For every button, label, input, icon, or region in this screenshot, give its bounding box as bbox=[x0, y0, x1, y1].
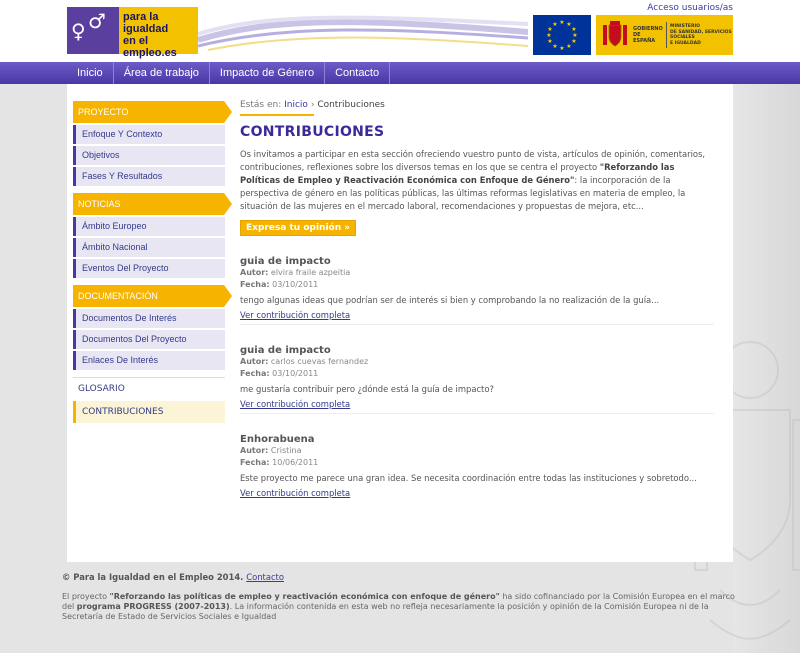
view-contribution-link[interactable]: Ver contribución completa bbox=[240, 399, 351, 409]
entry-excerpt: Este proyecto me parece una gran idea. Se necesita coordinación entre todas las instituciones y sobretodo... bbox=[240, 473, 697, 483]
entry-title: guia de impacto bbox=[240, 345, 331, 356]
sidebar-item-ambito-europeo[interactable]: Ámbito Europeo bbox=[73, 217, 225, 236]
entry-title: guia de impacto bbox=[240, 256, 331, 267]
entry-title: Enhorabuena bbox=[240, 434, 315, 445]
logo-text: para la igualdad en el empleo.es bbox=[123, 11, 177, 59]
svg-text:★: ★ bbox=[547, 26, 553, 33]
entry-author: Autor: elvira fraile azpeitia bbox=[240, 268, 351, 277]
sidebar-item-contribuciones[interactable]: CONTRIBUCIONES bbox=[73, 401, 225, 423]
sidebar-item-documentos-proyecto[interactable]: Documentos Del Proyecto bbox=[73, 330, 225, 349]
breadcrumb-current: Contribuciones bbox=[317, 100, 385, 110]
sidebar-item-fases[interactable]: Fases Y Resultados bbox=[73, 167, 225, 186]
entry-date: Fecha: 03/10/2011 bbox=[240, 280, 319, 289]
entry-divider bbox=[240, 413, 714, 414]
content-column bbox=[240, 100, 714, 498]
site-footer bbox=[62, 572, 742, 622]
logo-divider bbox=[666, 22, 667, 48]
entry-author: Autor: carlos cuevas fernandez bbox=[240, 357, 369, 366]
main-content-area bbox=[67, 84, 733, 562]
sidebar-item-enfoque[interactable]: Enfoque Y Contexto bbox=[73, 125, 225, 144]
nav-impacto-de-genero[interactable]: Impacto de Género bbox=[210, 62, 325, 84]
svg-text:★: ★ bbox=[571, 26, 577, 33]
entry-excerpt: me gustaría contribuir pero ¿dónde está la guía de impacto? bbox=[240, 384, 494, 394]
page-title: CONTRIBUCIONES bbox=[240, 124, 385, 140]
nav-contacto[interactable]: Contacto bbox=[325, 62, 390, 84]
eu-flag-icon bbox=[533, 15, 591, 55]
nav-inicio[interactable]: Inicio bbox=[67, 62, 114, 84]
svg-text:★: ★ bbox=[566, 43, 572, 50]
sidebar-heading-noticias[interactable]: NOTICIAS bbox=[73, 193, 224, 215]
entry-excerpt: tengo algunas ideas que podrían ser de interés si bien y comprobando la no realización de la guía... bbox=[240, 295, 660, 305]
title-accent-bar bbox=[240, 114, 314, 116]
svg-text:★: ★ bbox=[552, 43, 558, 50]
site-logo[interactable] bbox=[67, 7, 198, 59]
sidebar-heading-documentacion[interactable]: DOCUMENTACIÓN bbox=[73, 285, 224, 307]
contribution-entry bbox=[240, 345, 714, 414]
breadcrumb-prefix: Estás en: bbox=[240, 100, 282, 110]
footer-contact-link[interactable]: Contacto bbox=[246, 572, 284, 582]
intro-paragraph: Os invitamos a participar en esta sección ofreciendo vuestro punto de vista, artículos de opinión, comentarios, contribuciones, reflexiones sobre los diversos temas en los que se centra el proyecto "Reforzando las Políticas de Empleo y Reactivación Económica con Enfoque de Género": la incorporación de la perspectiva de género en las políticas públicas, las últimas reformas legislativas en materia de empleo, la situación de las mujeres en el mercado laboral, recomendaciones y propuestas de mejora, etc... bbox=[240, 149, 706, 211]
ministry-text: MINISTERIO DE SANIDAD, SERVICIOS SOCIALES E IGUALDAD bbox=[670, 24, 732, 46]
sidebar bbox=[73, 101, 231, 423]
entry-date: Fecha: 10/06/2011 bbox=[240, 458, 319, 467]
project-name: "Reforzando las Políticas de Empleo y Reactivación Económica con Enfoque de Género" bbox=[240, 162, 675, 185]
contribution-entry bbox=[240, 434, 714, 498]
gender-symbols-icon: ♀ ♂ bbox=[67, 7, 119, 54]
entry-author: Autor: Cristina bbox=[240, 446, 302, 455]
sidebar-item-objetivos[interactable]: Objetivos bbox=[73, 146, 225, 165]
svg-text:★: ★ bbox=[547, 38, 553, 45]
view-contribution-link[interactable]: Ver contribución completa bbox=[240, 310, 351, 320]
sidebar-item-enlaces[interactable]: Enlaces De Interés bbox=[73, 351, 225, 370]
sidebar-item-ambito-nacional[interactable]: Ámbito Nacional bbox=[73, 238, 225, 257]
svg-text:★: ★ bbox=[572, 32, 578, 39]
entry-date: Fecha: 03/10/2011 bbox=[240, 369, 319, 378]
breadcrumb-home-link[interactable]: Inicio bbox=[284, 100, 308, 110]
express-opinion-button[interactable]: Expresa tu opinión » bbox=[240, 220, 356, 236]
sidebar-item-eventos[interactable]: Eventos Del Proyecto bbox=[73, 259, 225, 278]
svg-text:★: ★ bbox=[552, 21, 558, 28]
sidebar-heading-proyecto[interactable]: PROYECTO bbox=[73, 101, 224, 123]
decorative-swoosh bbox=[198, 10, 528, 58]
government-logo bbox=[596, 15, 733, 55]
main-nav bbox=[0, 62, 800, 84]
disclaimer: El proyecto "Reforzando las políticas de empleo y reactivación económica con enfoque de género" ha sido cofinanciado por la Comisión Europea en el marco del programa PROGRESS (2007-2013). La información contenida en esta web no refleja necesariamente la posición y opinión de la Comisión Europea ni de la Secretaría de Estado de Servicios Sociales e Igualdad bbox=[62, 592, 735, 621]
svg-text:★: ★ bbox=[571, 38, 577, 45]
svg-text:★: ★ bbox=[559, 45, 565, 52]
svg-text:★: ★ bbox=[566, 21, 572, 28]
contribution-entry bbox=[240, 256, 714, 325]
sidebar-item-glosario[interactable]: GLOSARIO bbox=[73, 377, 225, 399]
government-text: GOBIERNO DE ESPAÑA bbox=[633, 26, 663, 44]
svg-text:★: ★ bbox=[546, 32, 552, 39]
breadcrumb-separator: › bbox=[310, 100, 315, 110]
view-contribution-link[interactable]: Ver contribución completa bbox=[240, 488, 351, 498]
login-link[interactable]: Acceso usuarios/as bbox=[647, 3, 733, 13]
site-header bbox=[0, 0, 800, 62]
sidebar-item-documentos-interes[interactable]: Documentos De Interés bbox=[73, 309, 225, 328]
nav-area-de-trabajo[interactable]: Área de trabajo bbox=[114, 62, 210, 84]
spain-coat-of-arms-icon bbox=[600, 19, 630, 51]
svg-text:★: ★ bbox=[559, 19, 565, 26]
breadcrumb bbox=[240, 100, 714, 110]
copyright: © Para la Igualdad en el Empleo 2014. Contacto bbox=[62, 572, 284, 582]
entry-divider bbox=[240, 324, 714, 325]
